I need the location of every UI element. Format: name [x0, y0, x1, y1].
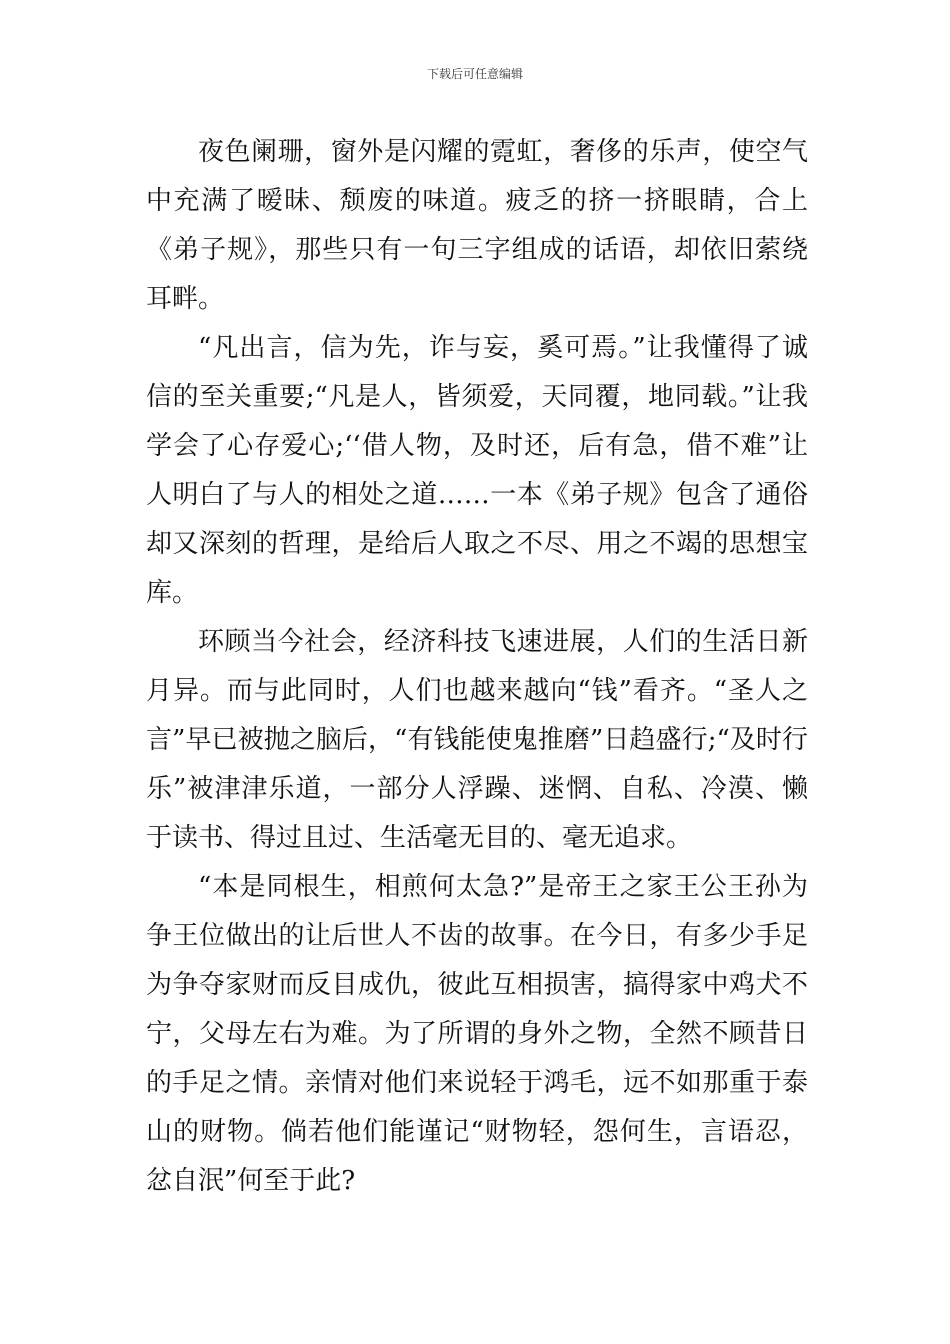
paragraph-2: “凡出言，信为先，诈与妄，奚可焉。”让我懂得了诚信的至关重要;“凡是人，皆须爱，天同覆，地同载。”让我学会了心存爱心;‘‘借人物，及时还，后有急，借不难”让人明白了与人的相处之道……一本《弟子规》包含了通俗却又深刻的哲理，是给后人取之不尽、用之不竭的思想宝库。: [146, 333, 808, 608]
paragraph-1: 夜色阑珊，窗外是闪耀的霓虹，奢侈的乐声，使空气中充满了暧昧、颓废的味道。疲乏的挤一挤眼睛，合上《弟子规》，那些只有一句三字组成的话语，却依旧萦绕耳畔。: [146, 137, 808, 314]
paragraph-4: “本是同根生，相煎何太急?”是帝王之家王公王孙为争王位做出的让后世人不齿的故事。在今日，有多少手足为争夺家财而反目成仇，彼此互相损害，搞得家中鸡犬不宁，父母左右为难。为了所谓的身外之物，全然不顾昔日的手足之情。亲情对他们来说轻于鸿毛，远不如那重于泰山的财物。倘若他们能谨记“财物轻，怨何生，言语忍，忿自泯”何至于此?: [146, 872, 808, 1196]
paragraph-3: 环顾当今社会，经济科技飞速进展，人们的生活日新月异。而与此同时，人们也越来越向“钱”看齐。“圣人之言”早已被抛之脑后，“有钱能使鬼推磨”日趋盛行;“及时行乐”被津津乐道，一部分人浮躁、迷惘、自私、冷漠、懒于读书、得过且过、生活毫无目的、毫无追求。: [146, 627, 808, 853]
page-header: 下载后可任意编辑: [426, 67, 523, 81]
document-body: [146, 128, 808, 1206]
